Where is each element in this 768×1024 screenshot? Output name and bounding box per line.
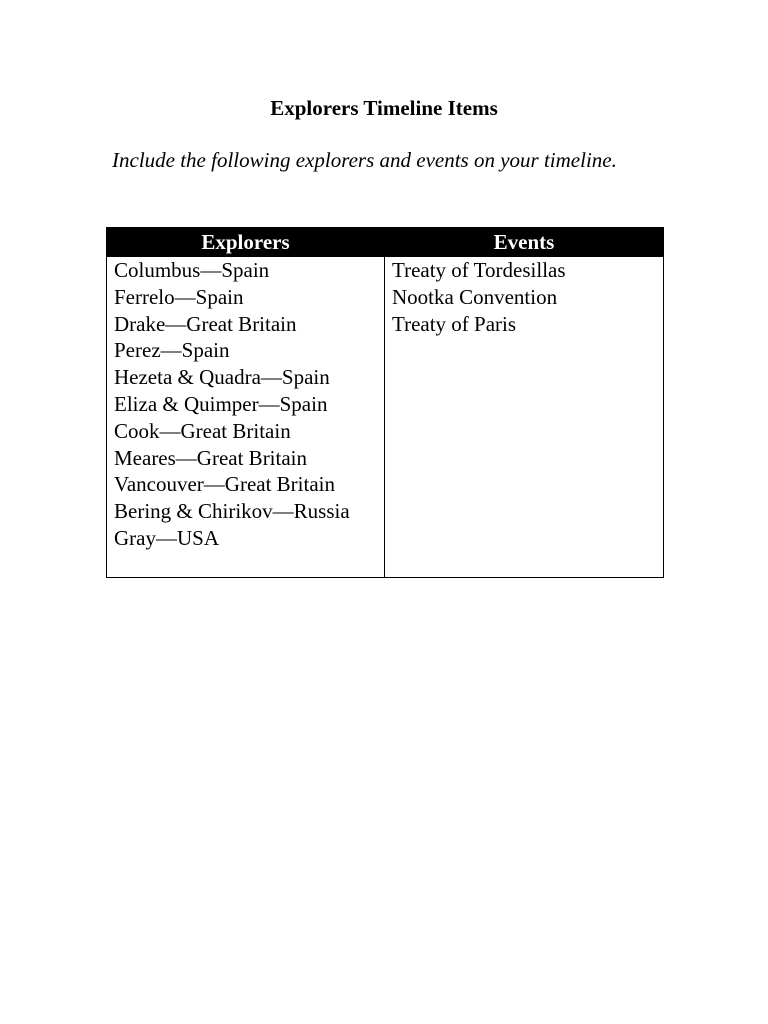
list-item: Perez—Spain (114, 338, 230, 363)
list-item: Columbus—Spain (114, 258, 270, 282)
list-item: Treaty of Tordesillas (392, 258, 566, 282)
list-item: Vancouver—Great Britain (114, 472, 336, 497)
list-item: Cook—Great Britain (114, 418, 291, 443)
list-item: Ferrelo—Spain (114, 284, 244, 309)
list-item: Meares—Great Britain (114, 445, 308, 470)
page-title: Explorers Timeline Items (270, 96, 498, 120)
list-item: Gray—USA (114, 525, 219, 550)
explorers-list (114, 257, 384, 552)
list-item: Nootka Convention (392, 284, 558, 309)
list-item: Treaty of Paris (392, 311, 517, 336)
list-item: Bering & Chirikov—Russia (114, 499, 350, 524)
timeline-items-table (106, 227, 664, 578)
events-list (392, 257, 663, 337)
explorers-cell (107, 257, 385, 578)
explorers-column-header: Explorers (107, 228, 385, 257)
table-body-row (107, 257, 664, 578)
events-column-header: Events (385, 228, 664, 257)
events-cell (385, 257, 664, 578)
instructions-text: Include the following explorers and events on your timeline. (112, 148, 617, 172)
list-item: Drake—Great Britain (114, 311, 297, 336)
list-item: Hezeta & Quadra—Spain (114, 365, 330, 390)
list-item: Eliza & Quimper—Spain (114, 391, 328, 416)
table-header-row (107, 228, 664, 257)
